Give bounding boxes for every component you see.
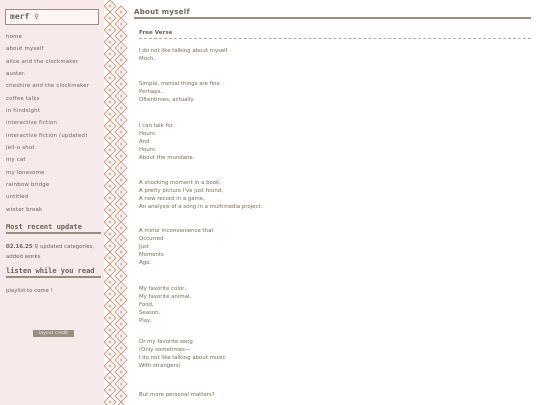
recent-update-heading: Most recent update [6, 223, 101, 234]
poem-line: Just [139, 244, 149, 251]
poem-line: Food, [139, 302, 154, 309]
poem-line: I do not like talking about myself [139, 48, 228, 54]
poem-line: My favorite animal, [139, 294, 192, 301]
poem-line: Or my favorite song [139, 339, 193, 345]
poem-line: My favorite color, [139, 286, 187, 292]
recent-update-description: ♀ updated categories, added works [6, 244, 95, 260]
poem-line: But more personal matters? [139, 392, 215, 398]
nav-link-2[interactable]: alice and the clockmaker [6, 58, 79, 65]
poem-stanza [139, 227, 213, 267]
poem-line: Hours [139, 131, 155, 138]
playlist-text: playlist to come ! [6, 288, 53, 294]
poem-stanza [139, 391, 215, 399]
nav-link-13[interactable]: untitled [6, 194, 29, 201]
listen-heading: listen while you read [6, 267, 101, 278]
poem-line: A shocking moment in a book, [139, 180, 221, 186]
poem-line: Occurred [139, 236, 164, 243]
poem-stanza [139, 122, 194, 162]
poem-line: Simple, menial things are fine [139, 81, 220, 87]
nav-link-1[interactable]: about myself [6, 46, 44, 53]
poem-line: And [139, 139, 150, 146]
nav-link-9[interactable]: jell-o shot [6, 145, 35, 152]
poem-line: An analysis of a song in a multimedia project. [139, 204, 263, 211]
poem-line: Play, [139, 318, 152, 325]
page-title: About myself [134, 8, 531, 19]
nav-link-11[interactable]: my lonesome [6, 169, 45, 176]
poem-line: I can talk for [139, 123, 173, 129]
poem-stanza [139, 338, 226, 370]
poem-line: A new record in a game, [139, 196, 205, 203]
poem-line: Much. [139, 56, 156, 63]
nav-link-8[interactable]: interactive fiction (updated) [6, 132, 88, 139]
poem-line: Ago. [139, 260, 152, 267]
nav-link-6[interactable]: in hindsight [6, 108, 41, 115]
poem-line: With strangers) [139, 363, 181, 370]
poem-stanza [139, 179, 262, 211]
poem-stanza [139, 285, 191, 325]
poem-line: A pretty picture I've just found, [139, 188, 223, 195]
nav-link-14[interactable]: winter break [6, 206, 43, 213]
recent-update-text [6, 242, 102, 262]
poem-line: I do not like talking about music [139, 355, 226, 362]
poem-line: About the mundane. [139, 155, 195, 162]
nav-link-3[interactable]: auster. [6, 71, 26, 78]
lace-border-decoration [104, 0, 128, 405]
poem-line: Oftentimes, actually. [139, 97, 195, 104]
poem-line: Hours [139, 147, 155, 154]
sidebar-nav [6, 31, 102, 216]
poem-line: Moments [139, 252, 164, 259]
poem-line: Season, [139, 310, 161, 317]
recent-update-date: 02.16.25 [6, 244, 33, 250]
poem-stanza [139, 47, 228, 63]
poem-line: (Only sometimes— [139, 347, 191, 354]
poem-line: Perhaps.. [139, 89, 164, 96]
nav-link-7[interactable]: interactive fiction [6, 120, 58, 127]
layout-credit-button[interactable]: layout credit [33, 330, 74, 337]
nav-link-0[interactable]: home [6, 34, 23, 40]
poem-title: Free Verse [139, 30, 531, 39]
poem-stanza [139, 80, 220, 104]
poem-line: A minor inconvenience that [139, 228, 214, 234]
sidebar [0, 0, 104, 405]
nav-link-10[interactable]: my cat [6, 157, 26, 164]
nav-link-12[interactable]: rainbow bridge [6, 182, 50, 189]
nav-link-4[interactable]: cheshire and the clockmaker [6, 83, 90, 90]
site-title[interactable]: merf ♀ [5, 9, 99, 25]
nav-link-5[interactable]: coffee talks [6, 95, 40, 102]
